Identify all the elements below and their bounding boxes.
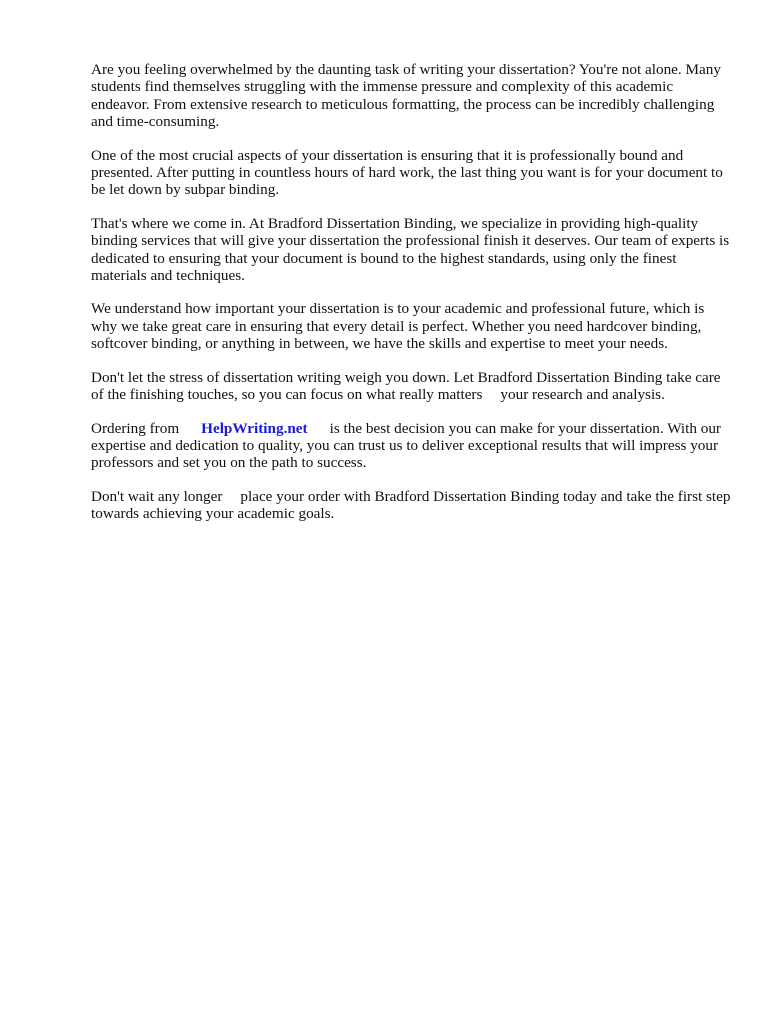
paragraph-services: That's where we come in. At Bradford Dissertation Binding, we specialize in providing high-quality binding services that will give your dissertation the professional finish it deserves. Our team of experts is dedicated to ensuring that your document is bound to the highest standards, using only the finest materials and techniques. (91, 214, 730, 285)
document-body (91, 61, 731, 539)
paragraph-cta-text: place your order with Bradford Dissertation Binding today and take the first step towards achieving your academic goals. (91, 487, 731, 523)
paragraph-stress-tail: your research and analysis. (500, 386, 665, 404)
paragraph-stress (91, 369, 731, 404)
paragraph-intro: Are you feeling overwhelmed by the daunting task of writing your dissertation? You're not alone. Many students find themselves struggling with the immense pressure and complexity of this academic endeavor. From extensive research to meticulous formatting, the process can be incredibly challenging and time-consuming. (91, 61, 721, 131)
paragraph-ordering-text: is the best decision you can make for your dissertation. With our expertise and dedication to quality, you can trust us to deliver exceptional results that will impress your professors and set you on the path to success. (91, 419, 721, 472)
paragraph-ordering (91, 420, 731, 472)
paragraph-understanding: We understand how important your dissertation is to your academic and professional future, which is why we take great care in ensuring that every detail is perfect. Whether you need hardcover binding, softcover binding, or anything in between, we have the skills and expertise to meet your needs. (91, 300, 705, 353)
paragraph-cta-lead: Don't wait any longer (91, 487, 223, 505)
paragraph-stress-text: Don't let the stress of dissertation writing weigh you down. Let Bradford Dissertation Binding take care of the finishing touches, so you can focus on what really matters (91, 368, 721, 404)
helpwriting-link[interactable]: HelpWriting.net (201, 419, 308, 437)
paragraph-call-to-action (91, 488, 731, 523)
paragraph-ordering-lead: Ordering from (91, 419, 180, 437)
paragraph-binding-importance: One of the most crucial aspects of your dissertation is ensuring that it is professionally bound and presented. After putting in countless hours of hard work, the last thing you want is for your document to be let down by subpar binding. (91, 146, 723, 199)
